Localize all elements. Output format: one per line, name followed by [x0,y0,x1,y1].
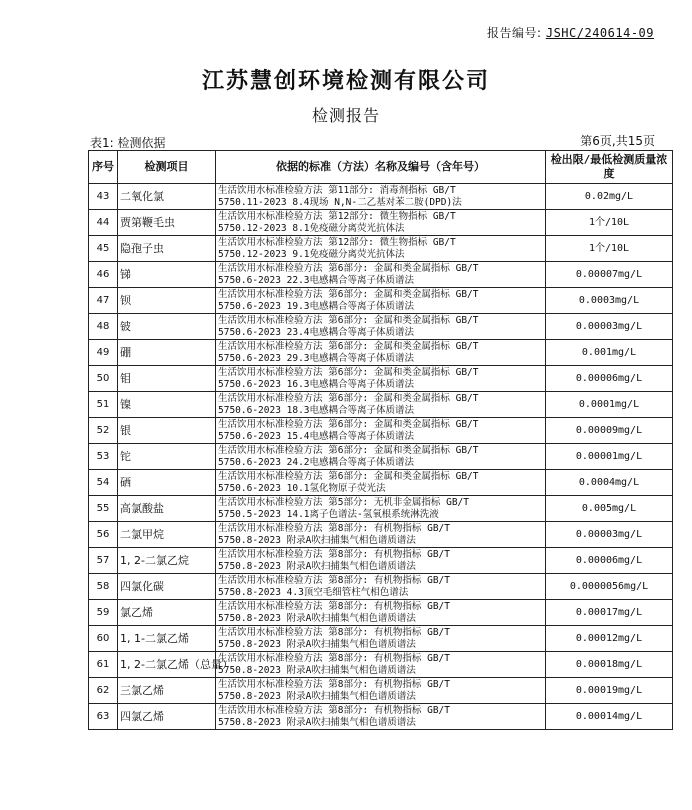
row-item: 隐孢子虫 [118,236,216,262]
row-number: 54 [89,470,118,496]
standard-line-2: 5750.8-2023 附录A吹扫捕集气相色谱质谱法 [218,664,416,676]
table-row [89,678,673,704]
table-row [89,522,673,548]
standard-line-2: 5750.5-2023 14.1离子色谱法-氢氧根系统淋洗液 [218,508,439,520]
standard-line-2: 5750.6-2023 16.3电感耦合等离子体质谱法 [218,378,415,390]
row-limit: 0.00019mg/L [546,678,673,704]
table-row [89,262,673,288]
row-item: 四氯化碳 [118,574,216,600]
standard-line-1: 生活饮用水标准检验方法 第6部分: 金属和类金属指标 GB/T [218,366,479,378]
standard-line-1: 生活饮用水标准检验方法 第6部分: 金属和类金属指标 GB/T [218,340,479,352]
standard-line-2: 5750.8-2023 附录A吹扫捕集气相色谱质谱法 [218,612,416,624]
row-number: 62 [89,678,118,704]
standard-line-2: 5750.6-2023 23.4电感耦合等离子体质谱法 [218,326,415,338]
row-standard [216,496,546,522]
standard-line-2: 5750.8-2023 附录A吹扫捕集气相色谱质谱法 [218,690,416,702]
standard-line-1: 生活饮用水标准检验方法 第12部分: 微生物指标 GB/T [218,210,456,222]
row-item: 镍 [118,392,216,418]
row-standard [216,366,546,392]
standard-line-1: 生活饮用水标准检验方法 第12部分: 微生物指标 GB/T [218,236,456,248]
row-number: 57 [89,548,118,574]
standard-line-2: 5750.6-2023 24.2电感耦合等离子体质谱法 [218,456,415,468]
row-item: 钼 [118,366,216,392]
row-number: 61 [89,652,118,678]
row-item: 锑 [118,262,216,288]
row-standard [216,470,546,496]
row-number: 51 [89,392,118,418]
standard-line-1: 生活饮用水标准检验方法 第6部分: 金属和类金属指标 GB/T [218,288,479,300]
row-item: 铊 [118,444,216,470]
row-number: 43 [89,184,118,210]
row-item: 1, 2-二氯乙烯（总量） [118,652,216,678]
standard-line-1: 生活饮用水标准检验方法 第5部分: 无机非金属指标 GB/T [218,496,469,508]
row-limit: 0.0003mg/L [546,288,673,314]
table-body [89,184,673,730]
row-item: 三氯乙烯 [118,678,216,704]
row-standard [216,288,546,314]
table-row [89,288,673,314]
row-standard [216,626,546,652]
table-row [89,548,673,574]
row-number: 46 [89,262,118,288]
row-number: 50 [89,366,118,392]
table-row [89,496,673,522]
row-standard [216,548,546,574]
standard-line-2: 5750.8-2023 附录A吹扫捕集气相色谱质谱法 [218,560,416,572]
standard-line-1: 生活饮用水标准检验方法 第6部分: 金属和类金属指标 GB/T [218,444,479,456]
table-row [89,392,673,418]
standard-line-1: 生活饮用水标准检验方法 第8部分: 有机物指标 GB/T [218,678,450,690]
row-limit: 0.00014mg/L [546,704,673,730]
standard-line-2: 5750.11-2023 8.4现场 N,N-二乙基对苯二胺(DPD)法 [218,196,462,208]
row-limit: 0.00003mg/L [546,314,673,340]
row-item: 贾第鞭毛虫 [118,210,216,236]
row-standard [216,600,546,626]
table-row [89,418,673,444]
row-number: 48 [89,314,118,340]
row-standard [216,522,546,548]
row-item: 四氯乙烯 [118,704,216,730]
standard-line-1: 生活饮用水标准检验方法 第11部分: 消毒剂指标 GB/T [218,184,456,196]
row-limit: 0.00006mg/L [546,548,673,574]
standard-line-1: 生活饮用水标准检验方法 第8部分: 有机物指标 GB/T [218,652,450,664]
standard-line-1: 生活饮用水标准检验方法 第6部分: 金属和类金属指标 GB/T [218,262,479,274]
standard-line-1: 生活饮用水标准检验方法 第8部分: 有机物指标 GB/T [218,600,450,612]
standard-line-2: 5750.12-2023 9.1免疫磁分离荧光抗体法 [218,248,405,260]
row-item: 氯乙烯 [118,600,216,626]
row-limit: 1个/10L [546,210,673,236]
standard-line-2: 5750.6-2023 29.3电感耦合等离子体质谱法 [218,352,415,364]
standard-line-1: 生活饮用水标准检验方法 第6部分: 金属和类金属指标 GB/T [218,314,479,326]
row-limit: 0.00003mg/L [546,522,673,548]
row-number: 47 [89,288,118,314]
table-row [89,600,673,626]
standard-line-1: 生活饮用水标准检验方法 第8部分: 有机物指标 GB/T [218,626,450,638]
standard-line-2: 5750.6-2023 22.3电感耦合等离子体质谱法 [218,274,415,286]
row-standard [216,236,546,262]
standard-line-1: 生活饮用水标准检验方法 第8部分: 有机物指标 GB/T [218,574,450,586]
standard-line-2: 5750.8-2023 附录A吹扫捕集气相色谱质谱法 [218,638,416,650]
table-row [89,626,673,652]
standard-line-1: 生活饮用水标准检验方法 第8部分: 有机物指标 GB/T [218,548,450,560]
report-number [487,24,654,41]
table-row [89,470,673,496]
report-number-label: 报告编号: [486,26,542,40]
row-limit: 0.00017mg/L [546,600,673,626]
table-row [89,340,673,366]
row-standard [216,574,546,600]
row-limit: 0.005mg/L [546,496,673,522]
row-standard [216,184,546,210]
standard-line-2: 5750.6-2023 15.4电感耦合等离子体质谱法 [218,430,415,442]
header-item: 检测项目 [118,151,216,184]
standard-line-2: 5750.6-2023 18.3电感耦合等离子体质谱法 [218,404,415,416]
row-number: 44 [89,210,118,236]
row-item: 1, 2-二氯乙烷 [118,548,216,574]
row-limit: 0.00018mg/L [546,652,673,678]
row-item: 钡 [118,288,216,314]
row-limit: 1个/10L [546,236,673,262]
row-standard [216,262,546,288]
table-row [89,704,673,730]
row-limit: 0.00007mg/L [546,262,673,288]
standard-line-2: 5750.8-2023 附录A吹扫捕集气相色谱质谱法 [218,534,416,546]
table-row [89,184,673,210]
header-limit [546,151,673,184]
row-item: 银 [118,418,216,444]
page-number: 第6页,共15页 [580,134,655,148]
row-number: 56 [89,522,118,548]
company-name: 江苏慧创环境检测有限公司 [201,68,490,94]
table-row [89,652,673,678]
table-row [89,314,673,340]
row-number: 58 [89,574,118,600]
row-item: 1, 1-二氯乙烯 [118,626,216,652]
standard-line-1: 生活饮用水标准检验方法 第6部分: 金属和类金属指标 GB/T [218,392,479,404]
row-standard [216,704,546,730]
row-limit: 0.00009mg/L [546,418,673,444]
row-item: 硒 [118,470,216,496]
row-item: 高氯酸盐 [118,496,216,522]
row-limit: 0.001mg/L [546,340,673,366]
standard-line-1: 生活饮用水标准检验方法 第8部分: 有机物指标 GB/T [218,522,450,534]
row-standard [216,314,546,340]
table-row [89,444,673,470]
table-row [89,236,673,262]
row-item: 二氧化氯 [118,184,216,210]
row-number: 52 [89,418,118,444]
standard-line-1: 生活饮用水标准检验方法 第8部分: 有机物指标 GB/T [218,704,450,716]
header-no: 序号 [89,151,118,184]
standard-line-2: 5750.8-2023 4.3顶空毛细管柱气相色谱法 [218,586,409,598]
row-number: 53 [89,444,118,470]
row-limit: 0.02mg/L [546,184,673,210]
row-number: 59 [89,600,118,626]
standard-line-1: 生活饮用水标准检验方法 第6部分: 金属和类金属指标 GB/T [218,470,479,482]
standard-line-2: 5750.8-2023 附录A吹扫捕集气相色谱质谱法 [218,716,416,728]
row-item: 铍 [118,314,216,340]
standard-line-2: 5750.12-2023 8.1免疫磁分离荧光抗体法 [218,222,405,234]
row-number: 49 [89,340,118,366]
row-limit: 0.00012mg/L [546,626,673,652]
header-limit-text: 检出限/最低检测质量浓度 [550,153,668,180]
table-caption: 表1: 检测依据 [90,136,166,150]
row-limit: 0.00001mg/L [546,444,673,470]
row-limit: 0.00006mg/L [546,366,673,392]
row-standard [216,418,546,444]
table-row [89,210,673,236]
row-standard [216,210,546,236]
table-row [89,366,673,392]
row-item: 二氯甲烷 [118,522,216,548]
row-standard [216,340,546,366]
row-number: 60 [89,626,118,652]
row-standard [216,652,546,678]
document-title: 检测报告 [311,106,380,125]
table-header-row [89,151,673,184]
header-standard: 依据的标准（方法）名称及编号（含年号） [216,151,546,184]
row-limit: 0.0000056mg/L [546,574,673,600]
row-number: 45 [89,236,118,262]
standard-line-1: 生活饮用水标准检验方法 第6部分: 金属和类金属指标 GB/T [218,418,479,430]
row-standard [216,392,546,418]
basis-table [88,150,673,730]
row-item: 硼 [118,340,216,366]
row-limit: 0.0001mg/L [546,392,673,418]
row-limit: 0.0004mg/L [546,470,673,496]
report-number-value: JSHC/240614-09 [545,26,654,40]
row-standard [216,444,546,470]
row-number: 55 [89,496,118,522]
standard-line-2: 5750.6-2023 19.3电感耦合等离子体质谱法 [218,300,415,312]
standard-line-2: 5750.6-2023 10.1氢化物原子荧光法 [218,482,386,494]
table-row [89,574,673,600]
row-standard [216,678,546,704]
row-number: 63 [89,704,118,730]
